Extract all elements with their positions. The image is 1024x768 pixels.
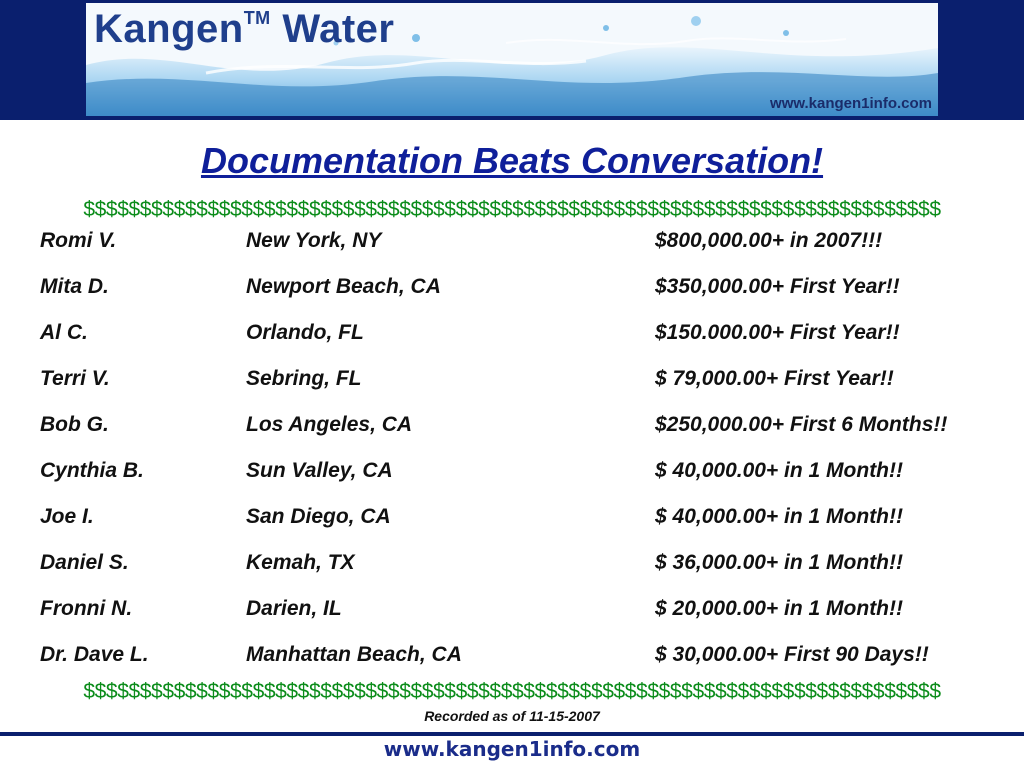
- person-name: Romi V.: [40, 229, 117, 252]
- earnings-amount: $ 40,000.00+ in 1 Month!!: [655, 505, 904, 528]
- person-location: Sun Valley, CA: [246, 459, 393, 482]
- testimonial-row: [0, 410, 1024, 456]
- trademark-mark: TM: [243, 8, 271, 28]
- testimonial-row: [0, 502, 1024, 548]
- person-name: Mita D.: [40, 275, 109, 298]
- person-location: Darien, IL: [246, 597, 342, 620]
- person-name: Bob G.: [40, 413, 109, 436]
- footer-divider: [0, 732, 1024, 736]
- person-name: Cynthia B.: [40, 459, 144, 482]
- header-band: [0, 0, 1024, 120]
- person-location: Newport Beach, CA: [246, 275, 441, 298]
- testimonial-list: [0, 226, 1024, 686]
- testimonial-row: [0, 226, 1024, 272]
- banner-image: [86, 3, 938, 116]
- person-name: Dr. Dave L.: [40, 643, 149, 666]
- person-location: Manhattan Beach, CA: [246, 643, 462, 666]
- person-name: Fronni N.: [40, 597, 133, 620]
- person-name: Daniel S.: [40, 551, 129, 574]
- person-location: Sebring, FL: [246, 367, 362, 390]
- dollar-divider-bottom: $$$$$$$$$$$$$$$$$$$$$$$$$$$$$$$$$$$$$$$$$$$$$$$$$$$$$$$$$$$$$$$$$$$$$$$$$$$$: [83, 680, 941, 703]
- person-location: San Diego, CA: [246, 505, 391, 528]
- person-name: Joe I.: [40, 505, 94, 528]
- footer-url: www.kangen1info.com: [383, 737, 641, 761]
- earnings-amount: $ 36,000.00+ in 1 Month!!: [655, 551, 904, 574]
- brand-suffix: Water: [282, 7, 395, 51]
- earnings-amount: $350,000.00+ First Year!!: [655, 275, 900, 298]
- person-location: Kemah, TX: [246, 551, 355, 574]
- testimonial-row: [0, 272, 1024, 318]
- dollar-divider-top: $$$$$$$$$$$$$$$$$$$$$$$$$$$$$$$$$$$$$$$$$$$$$$$$$$$$$$$$$$$$$$$$$$$$$$$$$$$$: [83, 198, 941, 221]
- brand-logo: [94, 7, 394, 52]
- person-location: Orlando, FL: [246, 321, 364, 344]
- testimonial-row: [0, 548, 1024, 594]
- recorded-date-note: Recorded as of 11-15-2007: [424, 708, 600, 724]
- earnings-amount: $ 40,000.00+ in 1 Month!!: [655, 459, 904, 482]
- earnings-amount: $ 20,000.00+ in 1 Month!!: [655, 597, 904, 620]
- testimonial-row: [0, 318, 1024, 364]
- earnings-amount: $800,000.00+ in 2007!!!: [655, 229, 883, 252]
- earnings-amount: $ 30,000.00+ First 90 Days!!: [655, 643, 929, 666]
- person-location: New York, NY: [246, 229, 382, 252]
- testimonial-row: [0, 456, 1024, 502]
- testimonial-row: [0, 594, 1024, 640]
- testimonial-row: [0, 364, 1024, 410]
- person-name: Al C.: [40, 321, 88, 344]
- brand-name: Kangen: [94, 7, 244, 51]
- person-location: Los Angeles, CA: [246, 413, 413, 436]
- person-name: Terri V.: [40, 367, 110, 390]
- earnings-amount: $150.000.00+ First Year!!: [655, 321, 900, 344]
- earnings-amount: $ 79,000.00+ First Year!!: [655, 367, 894, 390]
- banner-url: www.kangen1info.com: [770, 95, 932, 112]
- page-title: Documentation Beats Conversation!: [200, 140, 824, 181]
- earnings-amount: $250,000.00+ First 6 Months!!: [655, 413, 948, 436]
